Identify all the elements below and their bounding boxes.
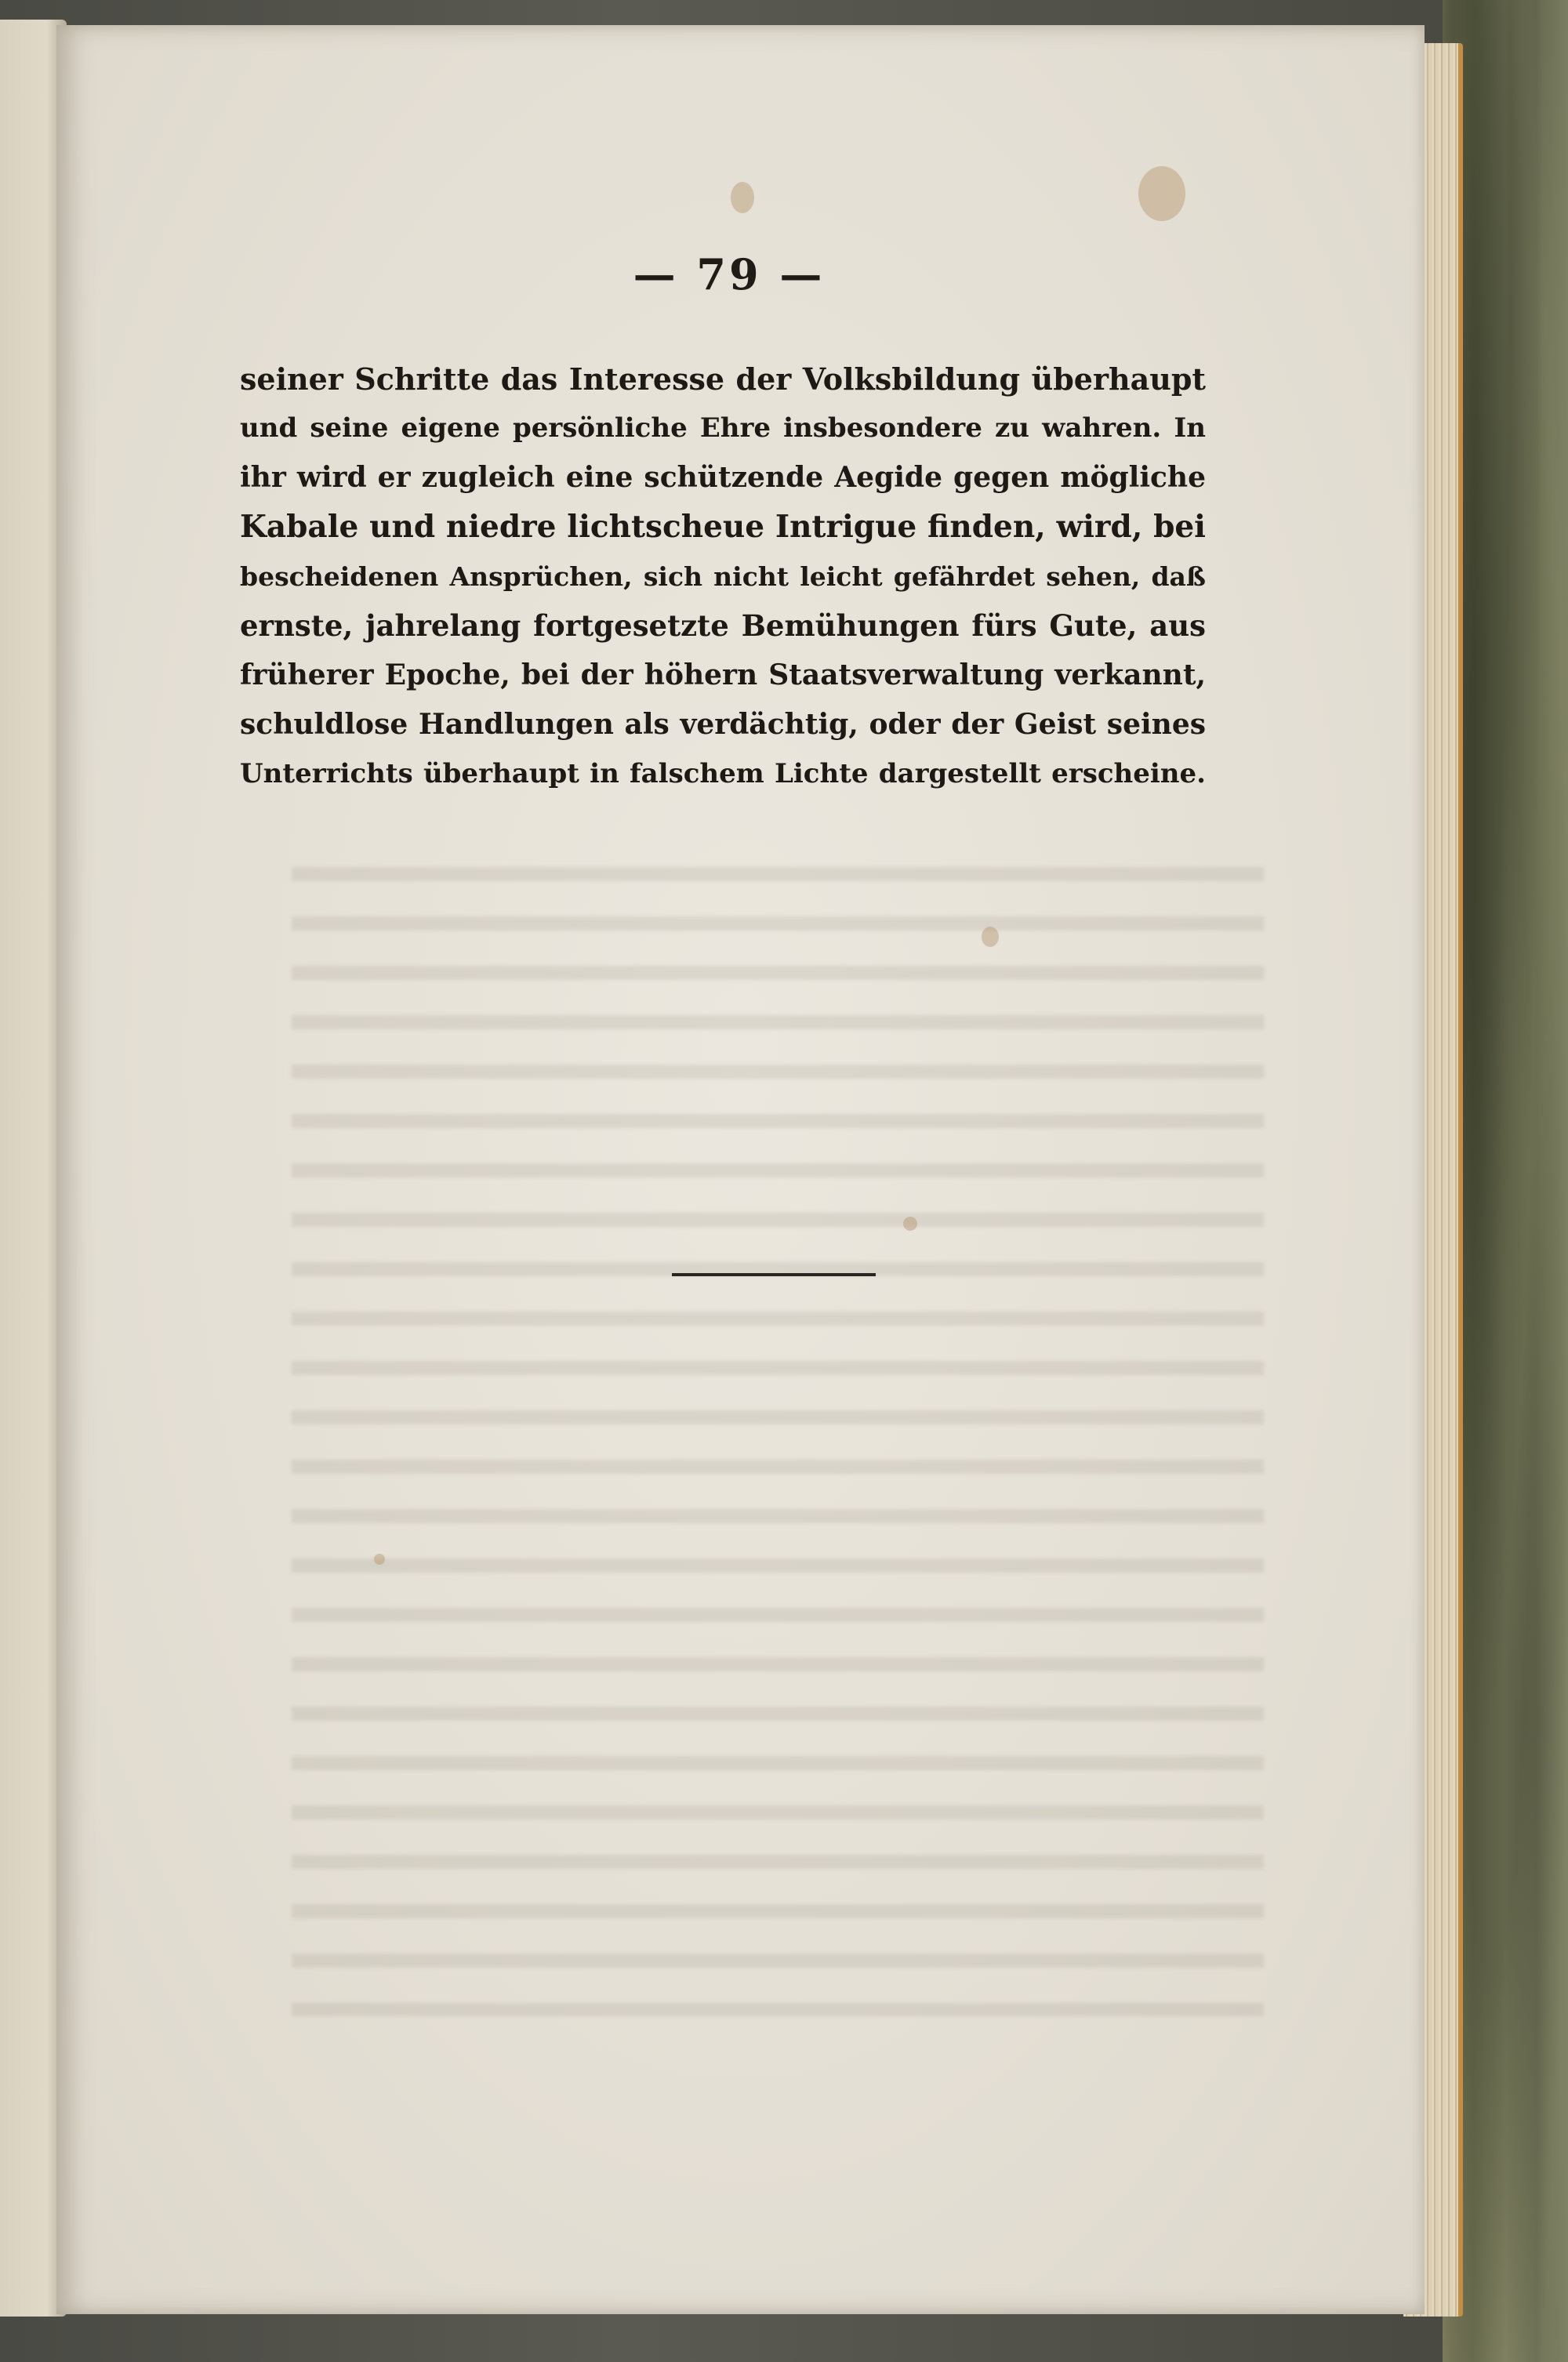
foxing-spot bbox=[1138, 166, 1185, 221]
body-text bbox=[240, 354, 1206, 799]
text-line: früherer Epoche, bei der höhern Staatsverwaltung verkannt, bbox=[240, 659, 1206, 691]
text-line: schuldlose Handlungen als verdächtig, oder der Geist seines bbox=[240, 708, 1206, 741]
foxing-spot bbox=[374, 1554, 385, 1565]
text-line: und seine eigene persönliche Ehre insbesondere zu wahren. In bbox=[240, 412, 1206, 444]
foxing-spot bbox=[982, 927, 999, 947]
text-line: Kabale und niedre lichtscheue Intrigue finden, wird, bei bbox=[240, 509, 1206, 545]
foxing-spot bbox=[903, 1217, 917, 1231]
text-line: seiner Schritte das Interesse der Volksbildung überhaupt bbox=[240, 361, 1206, 397]
foxing-spot bbox=[731, 182, 754, 213]
text-line: ihr wird er zugleich eine schützende Aegide gegen mögliche bbox=[240, 461, 1206, 494]
show-through-text bbox=[292, 840, 1264, 2016]
text-line: Unterrichts überhaupt in falschem Lichte dargestellt erscheine. bbox=[240, 758, 1206, 789]
text-line: bescheidenen Ansprüchen, sich nicht leicht gefährdet sehen, daß bbox=[240, 561, 1206, 592]
show-through-rule bbox=[672, 1273, 876, 1276]
text-line: ernste, jahrelang fortgesetzte Bemühungen fürs Gute, aus bbox=[240, 608, 1206, 643]
page-number: — 79 — bbox=[633, 249, 826, 299]
